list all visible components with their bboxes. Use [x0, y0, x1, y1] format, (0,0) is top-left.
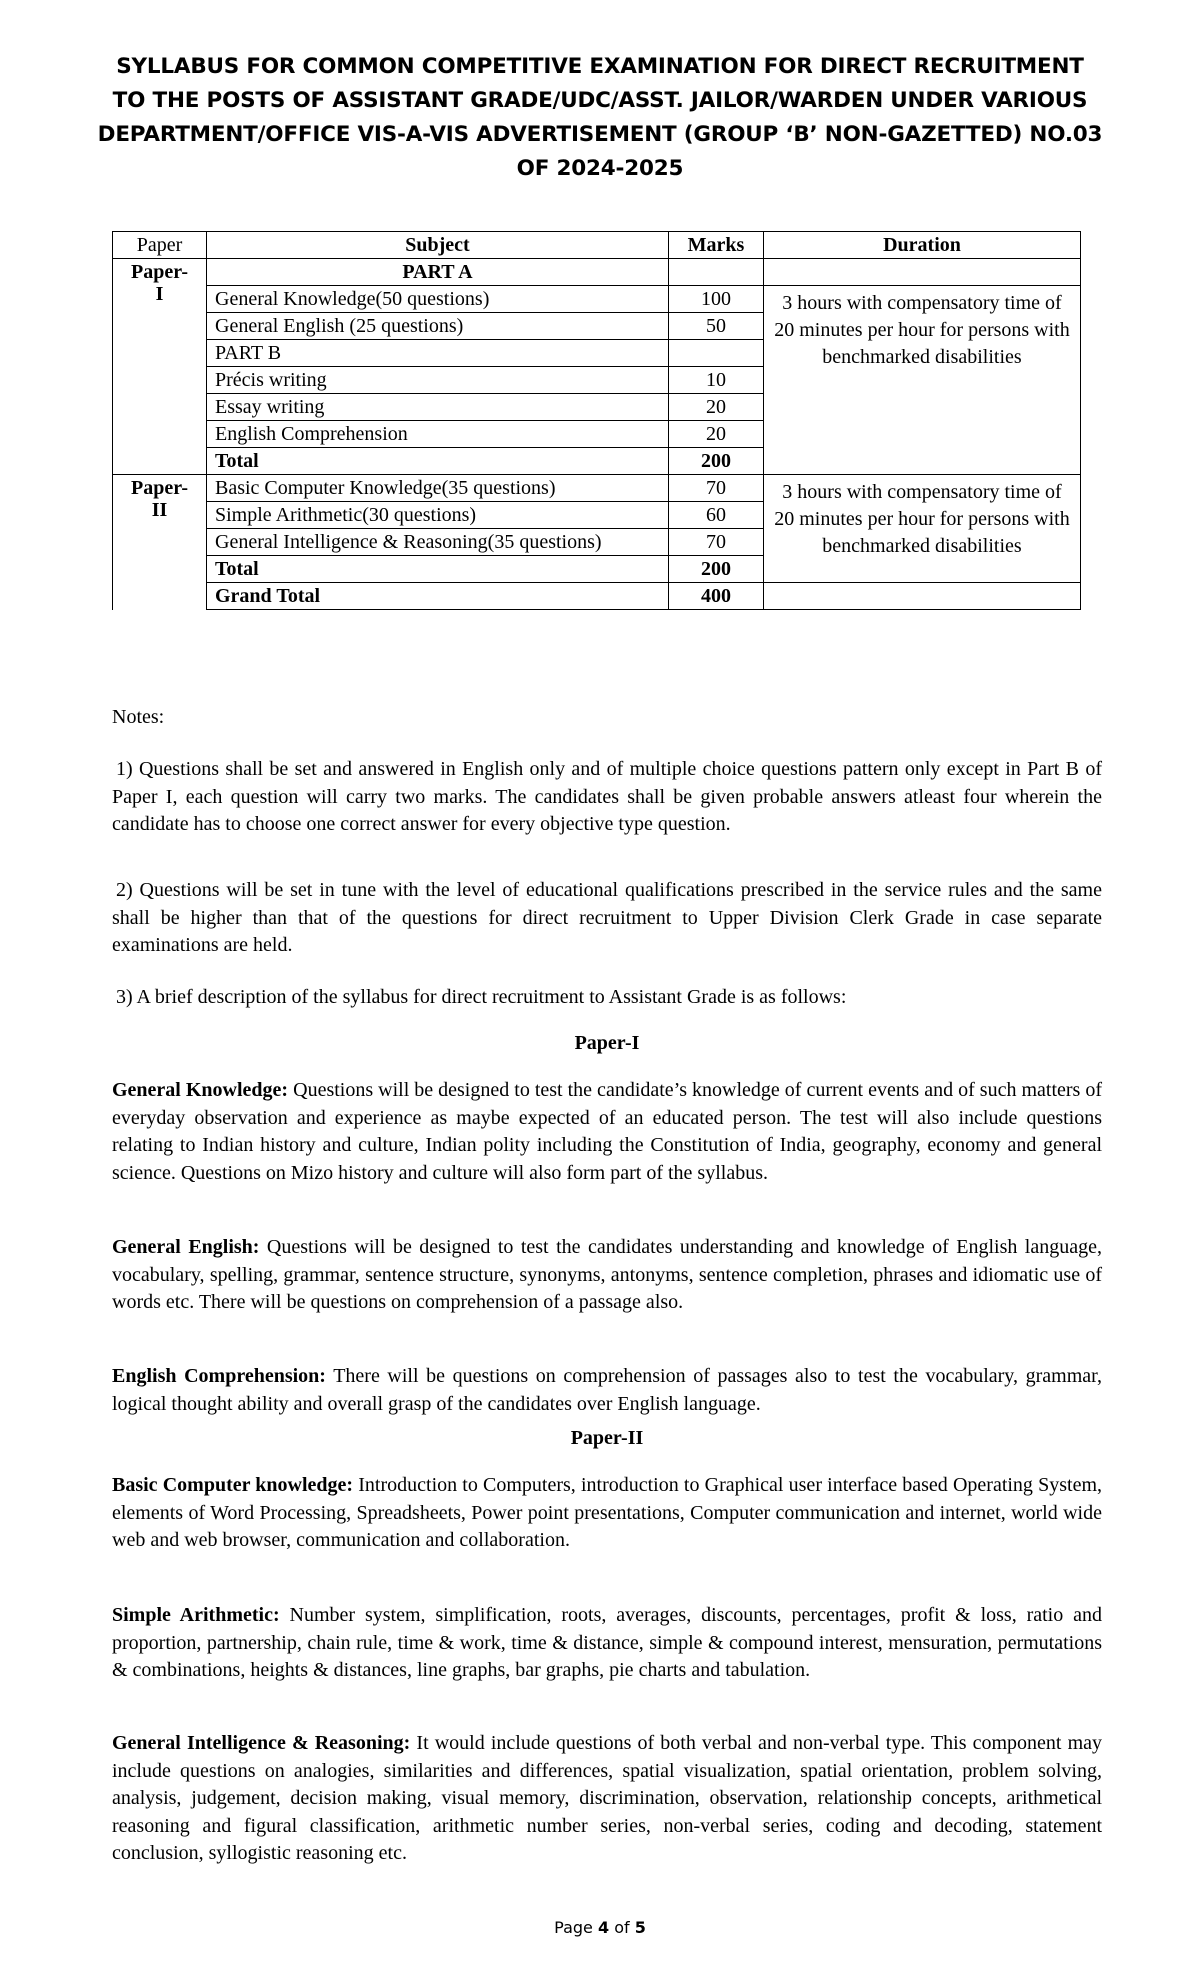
total-label: Total [207, 556, 669, 583]
section-text: It would include questions of both verbal and non-verbal type. This component may include questions on analogies, similarities and differences, spatial visualization, spatial orientation, problem solving, analysis, judgement, decision making, visual memory, discrimination, observation, relationship concepts, arithmetical reasoning and figural classification, arithmetic number series, non-verbal series, coding and decoding, statement conclusion, syllogistic reasoning etc. [112, 1732, 1102, 1864]
title-line: SYLLABUS FOR COMMON COMPETITIVE EXAMINATION FOR DIRECT RECRUITMENT [116, 54, 1084, 79]
empty-cell [764, 448, 1081, 475]
paper-1-heading: Paper-I [574, 1032, 640, 1054]
empty-cell [764, 583, 1081, 610]
footer-total-pages: 5 [634, 1918, 646, 1937]
paper-label-line: I [155, 283, 164, 305]
paper-1-duration: 3 hours with compensatory time of 20 minutes per hour for persons with benchmarked disabilities [764, 286, 1081, 448]
section-label: Basic Computer knowledge: [112, 1474, 354, 1496]
subject-cell: General Intelligence & Reasoning(35 questions) [207, 529, 669, 556]
section-general-knowledge [112, 1077, 1102, 1187]
section-text: Number system, simplification, roots, averages, discounts, percentages, profit & loss, ratio and proportion, partnership, chain rule, time & work, time & distance, simple & compound interest, mensuration, permutations & combinations, heights & distances, line graphs, bar graphs, pie charts and tabulation. [112, 1604, 1102, 1681]
note-3 [112, 984, 1102, 1012]
table-row [113, 475, 1081, 502]
title-line: DEPARTMENT/OFFICE VIS-A-VIS ADVERTISEMENT (GROUP ‘B’ NON-GAZETTED) NO.03 [97, 122, 1103, 147]
section-label: Simple Arithmetic: [112, 1604, 280, 1626]
title-line: TO THE POSTS OF ASSISTANT GRADE/UDC/ASST. JAILOR/WARDEN UNDER VARIOUS [112, 88, 1088, 113]
section-label: General Intelligence & Reasoning: [112, 1732, 411, 1754]
paper-label-line: Paper- [130, 477, 188, 499]
marks-cell: 70 [669, 529, 764, 556]
footer-middle: of [609, 1918, 635, 1937]
syllabus-table [112, 231, 1081, 610]
grand-total-label: Grand Total [207, 583, 669, 610]
header-marks: Marks [669, 232, 764, 259]
paper-label-line: Paper- [130, 261, 188, 283]
table-row [113, 448, 1081, 475]
subject-cell: Précis writing [207, 367, 669, 394]
marks-cell: 100 [669, 286, 764, 313]
grand-total-marks: 400 [669, 583, 764, 610]
paper-label-line: II [151, 499, 168, 521]
section-label: General Knowledge: [112, 1079, 289, 1101]
total-label: Total [207, 448, 669, 475]
marks-cell [669, 340, 764, 367]
section-text: Questions will be designed to test the candidates understanding and knowledge of English language, vocabulary, spelling, grammar, sentence structure, synonyms, antonyms, sentence completion, phrases and idiomatic use of words etc. There will be questions on comprehension of a passage also. [112, 1236, 1102, 1313]
subject-cell: English Comprehension [207, 421, 669, 448]
footer-prefix: Page [554, 1918, 598, 1937]
table-row [113, 286, 1081, 313]
title-line: OF 2024-2025 [516, 156, 684, 181]
marks-cell: 10 [669, 367, 764, 394]
table-row [113, 259, 1081, 286]
empty-cell [669, 259, 764, 286]
section-basic-computer [112, 1472, 1102, 1555]
paper-2-heading: Paper-II [570, 1427, 644, 1449]
note-2-text: 2) Questions will be set in tune with the level of educational qualifications prescribed in the service rules and the same shall be higher than that of the questions for direct recruitment to Upper Division Clerk Grade in case separate examinations are held. [112, 879, 1102, 956]
note-1 [112, 756, 1102, 839]
empty-cell [764, 259, 1081, 286]
footer-current-page: 4 [597, 1918, 610, 1937]
paper-2-duration: 3 hours with compensatory time of 20 minutes per hour for persons with benchmarked disabilities [764, 475, 1081, 583]
note-2 [112, 877, 1102, 960]
paper-2-label [113, 475, 207, 610]
notes-label: Notes: [112, 706, 165, 728]
header-paper: Paper [113, 232, 207, 259]
marks-cell: 20 [669, 421, 764, 448]
total-marks: 200 [669, 556, 764, 583]
section-simple-arithmetic [112, 1602, 1102, 1685]
note-3-text: 3) A brief description of the syllabus for direct recruitment to Assistant Grade is as follows: [116, 986, 847, 1008]
subject-cell: PART B [207, 340, 669, 367]
subject-cell: Simple Arithmetic(30 questions) [207, 502, 669, 529]
section-general-intelligence [112, 1730, 1102, 1868]
table-header-row [113, 232, 1081, 259]
subject-cell: Basic Computer Knowledge(35 questions) [207, 475, 669, 502]
marks-cell: 20 [669, 394, 764, 421]
section-text: Questions will be designed to test the candidate’s knowledge of current events and of such matters of everyday observation and experience as maybe expected of an educated person. The test will also include questions relating to Indian history and culture, Indian polity including the Constitution of India, geography, economy and general science. Questions on Mizo history and culture will also form part of the syllabus. [112, 1079, 1103, 1184]
table-row [113, 583, 1081, 610]
section-label: English Comprehension: [112, 1365, 326, 1387]
marks-cell: 50 [669, 313, 764, 340]
note-1-text: 1) Questions shall be set and answered in English only and of multiple choice questions pattern only except in Part B of Paper I, each question will carry two marks. The candidates shall be given probable answers atleast four wherein the candidate has to choose one correct answer for every objective type question. [112, 758, 1102, 835]
subject-cell: General English (25 questions) [207, 313, 669, 340]
paper-1-label [113, 259, 207, 475]
subject-cell: Essay writing [207, 394, 669, 421]
header-subject: Subject [207, 232, 669, 259]
document-title [95, 50, 1105, 186]
marks-cell: 60 [669, 502, 764, 529]
section-english-comprehension [112, 1363, 1102, 1418]
section-label: General English: [112, 1236, 260, 1258]
total-marks: 200 [669, 448, 764, 475]
section-text: There will be questions on comprehension of passages also to test the vocabulary, grammar, logical thought ability and overall grasp of the candidates over English language. [112, 1365, 1102, 1415]
header-duration: Duration [764, 232, 1081, 259]
page-footer [0, 1918, 1200, 1937]
marks-cell: 70 [669, 475, 764, 502]
part-a-heading: PART A [207, 259, 669, 286]
section-text: Introduction to Computers, introduction to Graphical user interface based Operating System, elements of Word Processing, Spreadsheets, Power point presentations, Computer communication and internet, world wide web and web browser, communication and collaboration. [112, 1474, 1103, 1551]
subject-cell: General Knowledge(50 questions) [207, 286, 669, 313]
section-general-english [112, 1234, 1102, 1317]
